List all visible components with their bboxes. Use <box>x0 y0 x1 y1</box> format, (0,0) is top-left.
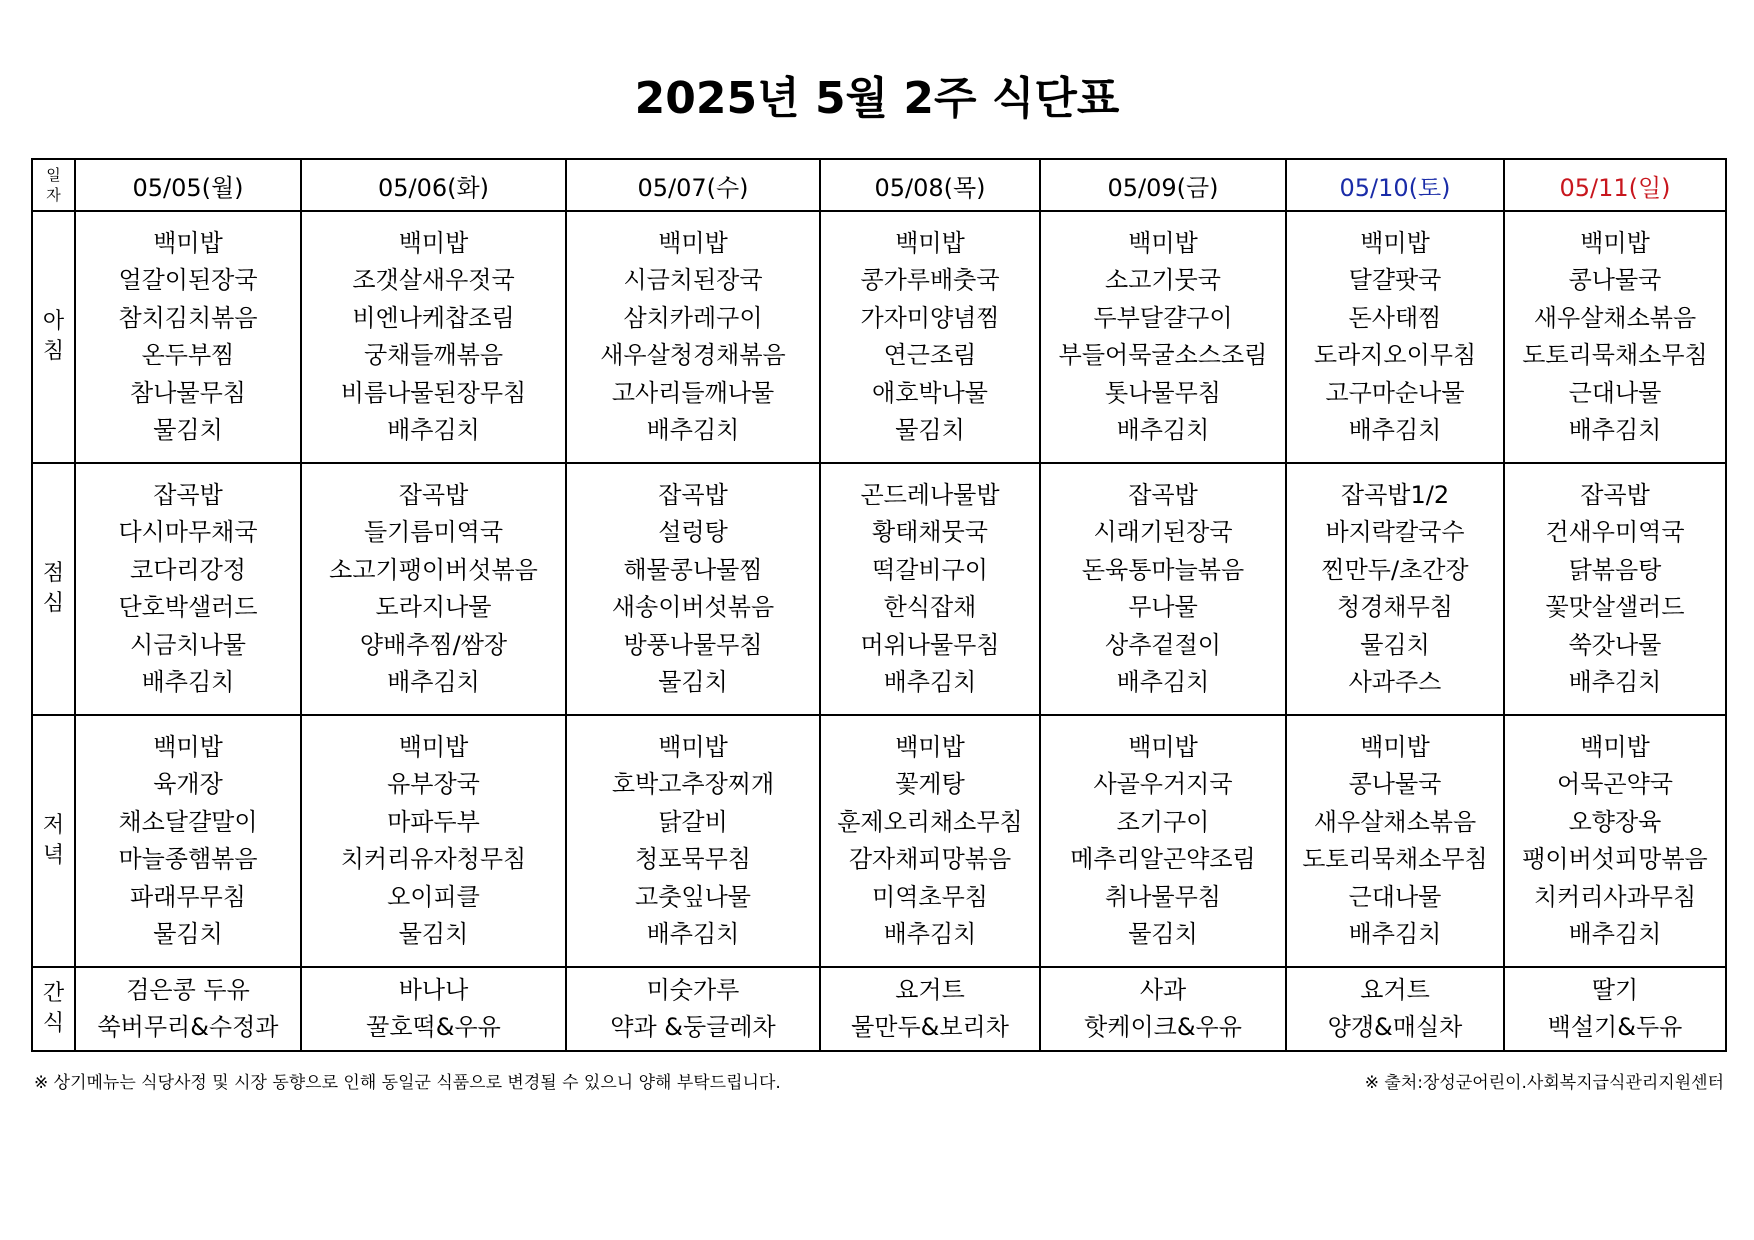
dinner-cell <box>1286 715 1504 967</box>
menu-item: 사골우거지국 <box>1093 770 1233 798</box>
snack-label: 간식 <box>42 981 65 1036</box>
snack-row <box>32 967 1726 1051</box>
menu-item: 배추김치 <box>883 920 977 948</box>
menu-item: 배추김치 <box>646 920 740 948</box>
menu-item: 배추김치 <box>387 416 480 444</box>
dinner-label: 저녁 <box>42 813 65 868</box>
lunch-cell <box>1286 463 1504 715</box>
menu-item: 채소달걀말이 <box>118 807 258 836</box>
breakfast-cell <box>301 211 566 463</box>
dinner-item-list <box>1041 729 1285 954</box>
menu-item: 비엔나케찹조림 <box>352 303 515 332</box>
menu-item: 꿀호떡&우유 <box>366 1013 501 1041</box>
menu-item: 물김치 <box>398 920 469 948</box>
snack-item-list <box>1287 972 1503 1047</box>
menu-item: 물김치 <box>895 416 965 444</box>
menu-item: 소고기뭇국 <box>1105 266 1221 294</box>
menu-item: 물김치 <box>1128 920 1198 948</box>
dinner-item-list <box>567 729 819 954</box>
menu-item: 취나물무침 <box>1105 882 1221 911</box>
menu-item: 무나물 <box>1128 593 1198 621</box>
menu-item: 청경채무침 <box>1337 593 1453 621</box>
menu-item: 육개장 <box>153 770 223 798</box>
menu-item: 도토리묵채소무침 <box>1302 845 1488 873</box>
menu-item: 호박고추장찌개 <box>611 770 775 798</box>
menu-item: 시래기된장국 <box>1093 518 1233 546</box>
lunch-cell <box>75 463 301 715</box>
menu-item: 요거트 <box>1360 975 1430 1004</box>
menu-item: 머위나물무침 <box>860 630 1000 659</box>
lunch-cell <box>820 463 1040 715</box>
menu-item: 백미밥 <box>1128 228 1198 257</box>
menu-item: 건새우미역국 <box>1545 518 1685 546</box>
menu-item: 배추김치 <box>1568 920 1662 948</box>
breakfast-cell <box>1040 211 1286 463</box>
dinner-item-list <box>76 729 300 954</box>
menu-item: 훈제오리채소무침 <box>837 807 1023 836</box>
lunch-cell <box>1504 463 1726 715</box>
menu-item: 부들어묵굴소스조림 <box>1058 341 1268 369</box>
menu-item: 배추김치 <box>1348 920 1442 948</box>
menu-item: 양배추찜/쌈장 <box>359 630 508 659</box>
breakfast-cell <box>566 211 820 463</box>
dinner-item-list <box>1505 729 1725 954</box>
dinner-cell <box>75 715 301 967</box>
menu-item: 고춧잎나물 <box>635 882 751 911</box>
menu-item: 사과주스 <box>1348 668 1442 696</box>
dinner-row <box>32 715 1726 967</box>
lunch-item-list <box>302 477 565 702</box>
menu-item: 배추김치 <box>1348 416 1442 444</box>
menu-item: 마늘종햄볶음 <box>118 845 258 873</box>
lunch-label: 점심 <box>42 561 65 616</box>
menu-item: 들기름미역국 <box>363 518 504 546</box>
dinner-cell <box>1504 715 1726 967</box>
menu-item: 백미밥 <box>398 228 469 257</box>
date-label-cell <box>32 159 75 211</box>
menu-item: 설렁탕 <box>658 518 728 546</box>
menu-item: 고사리들깨나물 <box>611 378 775 407</box>
dinner-cell <box>1040 715 1286 967</box>
menu-item: 바나나 <box>398 975 469 1004</box>
menu-item: 꽃게탕 <box>895 770 965 798</box>
menu-item: 달걀팟국 <box>1348 266 1442 294</box>
date-header-sat: 05/10(토) <box>1286 159 1504 211</box>
menu-item: 닭갈비 <box>658 807 728 836</box>
menu-item: 다시마무채국 <box>118 518 258 546</box>
lunch-row <box>32 463 1726 715</box>
menu-item: 삼치카레구이 <box>623 303 763 332</box>
snack-cell <box>820 967 1040 1051</box>
menu-item: 돈육통마늘볶음 <box>1081 555 1245 584</box>
menu-item: 사과 <box>1139 975 1187 1004</box>
menu-item: 배추김치 <box>883 668 977 696</box>
menu-item: 떡갈비구이 <box>872 555 988 584</box>
breakfast-item-list <box>1287 225 1503 450</box>
breakfast-cell <box>820 211 1040 463</box>
snack-item-list <box>1505 972 1725 1047</box>
menu-item: 황태채뭇국 <box>872 518 988 546</box>
breakfast-item-list <box>567 225 819 450</box>
snack-cell <box>566 967 820 1051</box>
menu-item: 콩나물국 <box>1348 770 1442 798</box>
menu-item: 잡곡밥1/2 <box>1340 480 1450 509</box>
snack-cell <box>1286 967 1504 1051</box>
menu-item: 도라지오이무침 <box>1313 341 1477 369</box>
breakfast-cell <box>1504 211 1726 463</box>
menu-item: 요거트 <box>895 975 965 1004</box>
menu-item: 오이피클 <box>387 882 480 911</box>
breakfast-row <box>32 211 1726 463</box>
menu-item: 고구마순나물 <box>1325 378 1465 407</box>
menu-item: 양갱&매실차 <box>1327 1013 1463 1041</box>
menu-item: 해물콩나물찜 <box>623 555 763 584</box>
menu-item: 궁채들깨볶음 <box>363 341 504 369</box>
breakfast-label: 아침 <box>42 309 65 364</box>
menu-item: 백미밥 <box>658 228 728 257</box>
lunch-label-cell <box>32 463 75 715</box>
breakfast-item-list <box>1041 225 1285 450</box>
menu-item: 새우살채소볶음 <box>1313 807 1477 836</box>
snack-label-cell <box>32 967 75 1051</box>
menu-item: 치커리유자청무침 <box>340 845 527 873</box>
menu-item: 감자채피망볶음 <box>848 845 1012 873</box>
lunch-item-list <box>821 477 1039 702</box>
breakfast-label-cell <box>32 211 75 463</box>
snack-cell <box>75 967 301 1051</box>
date-header-row <box>32 159 1726 211</box>
menu-item: 배추김치 <box>387 668 480 696</box>
menu-item: 꽃맛살샐러드 <box>1545 593 1685 621</box>
snack-cell <box>1040 967 1286 1051</box>
menu-item: 배추김치 <box>1116 668 1210 696</box>
menu-item: 방풍나물무침 <box>623 630 763 659</box>
lunch-item-list <box>1505 477 1725 702</box>
date-header-tue: 05/06(화) <box>301 159 566 211</box>
menu-item: 참나물무침 <box>130 378 246 407</box>
menu-item: 참치김치볶음 <box>118 303 258 332</box>
snack-cell <box>301 967 566 1051</box>
snack-item-list <box>76 972 300 1047</box>
footer-notice: ※ 상기메뉴는 식당사정 및 시장 동향으로 인해 동일군 식품으로 변경될 수 있으니 양해 부탁드립니다. <box>34 1073 781 1093</box>
menu-item: 도라지나물 <box>375 593 492 621</box>
dinner-label-cell <box>32 715 75 967</box>
lunch-item-list <box>1041 477 1285 702</box>
menu-item: 오향장육 <box>1568 807 1662 836</box>
menu-item: 백미밥 <box>895 732 965 761</box>
menu-item: 가자미양념찜 <box>860 303 1000 332</box>
menu-item: 백미밥 <box>1360 732 1430 761</box>
snack-item-list <box>821 972 1039 1047</box>
menu-item: 잡곡밥 <box>658 480 728 509</box>
menu-item: 비름나물된장무침 <box>340 378 527 407</box>
menu-item: 톳나물무침 <box>1105 378 1221 407</box>
menu-item: 물김치 <box>153 920 223 948</box>
menu-item: 백미밥 <box>1580 732 1650 761</box>
menu-item: 콩가루배춧국 <box>860 266 1000 294</box>
date-header-wed: 05/07(수) <box>566 159 820 211</box>
menu-item: 단호박샐러드 <box>118 593 258 621</box>
snack-item-list <box>302 972 565 1047</box>
menu-item: 조기구이 <box>1116 807 1210 836</box>
date-header-thu: 05/08(목) <box>820 159 1040 211</box>
menu-item: 물김치 <box>1360 630 1430 659</box>
menu-item: 백미밥 <box>153 732 223 761</box>
date-header-fri: 05/09(금) <box>1040 159 1286 211</box>
dinner-item-list <box>302 729 565 954</box>
menu-item: 한식잡채 <box>883 593 977 621</box>
menu-item: 파래무무침 <box>130 882 246 911</box>
menu-item: 근대나물 <box>1348 882 1442 911</box>
menu-item: 조갯살새우젓국 <box>352 266 515 294</box>
menu-item: 시금치나물 <box>130 630 246 659</box>
menu-item: 쑥갓나물 <box>1568 630 1662 659</box>
menu-item: 소고기팽이버섯볶음 <box>329 555 538 584</box>
menu-item: 얼갈이된장국 <box>118 266 258 294</box>
menu-item: 잡곡밥 <box>1128 480 1198 509</box>
breakfast-item-list <box>821 225 1039 450</box>
menu-item: 백미밥 <box>1580 228 1650 257</box>
lunch-item-list <box>76 477 300 702</box>
menu-item: 도토리묵채소무침 <box>1522 341 1708 369</box>
menu-item: 물만두&보리차 <box>851 1013 1009 1041</box>
menu-item: 연근조림 <box>883 341 977 369</box>
menu-item: 배추김치 <box>1568 416 1662 444</box>
breakfast-cell <box>75 211 301 463</box>
lunch-item-list <box>567 477 819 702</box>
menu-item: 미숫가루 <box>646 975 740 1004</box>
breakfast-cell <box>1286 211 1504 463</box>
menu-item: 두부달걀구이 <box>1093 303 1233 332</box>
menu-item: 청포묵무침 <box>635 845 751 873</box>
menu-item: 백설기&두유 <box>1547 1013 1683 1041</box>
breakfast-item-list <box>302 225 565 450</box>
menu-item: 잡곡밥 <box>153 480 223 509</box>
lunch-cell <box>1040 463 1286 715</box>
menu-item: 유부장국 <box>387 770 480 798</box>
dinner-cell <box>301 715 566 967</box>
menu-item: 검은콩 두유 <box>126 975 250 1004</box>
menu-item: 약과 &둥글레차 <box>610 1013 776 1041</box>
menu-item: 치커리사과무침 <box>1533 882 1697 911</box>
menu-item: 백미밥 <box>895 228 965 257</box>
dinner-cell <box>566 715 820 967</box>
menu-item: 딸기 <box>1591 975 1639 1004</box>
menu-item: 상추겉절이 <box>1105 630 1221 659</box>
dinner-cell <box>820 715 1040 967</box>
lunch-item-list <box>1287 477 1503 702</box>
menu-item: 미역초무침 <box>872 882 988 911</box>
menu-item: 백미밥 <box>658 732 728 761</box>
menu-item: 애호박나물 <box>872 378 988 407</box>
menu-item: 온두부찜 <box>141 341 235 369</box>
menu-item: 메추리알곤약조림 <box>1070 845 1256 873</box>
lunch-cell <box>301 463 566 715</box>
menu-item: 돈사태찜 <box>1348 303 1442 332</box>
menu-item: 시금치된장국 <box>623 266 763 294</box>
menu-item: 팽이버섯피망볶음 <box>1522 845 1708 873</box>
menu-item: 찐만두/초간장 <box>1321 555 1469 584</box>
menu-item: 새송이버섯볶음 <box>611 593 775 621</box>
menu-item: 코다리강정 <box>130 555 246 584</box>
menu-item: 배추김치 <box>1568 668 1662 696</box>
breakfast-item-list <box>1505 225 1725 450</box>
menu-item: 백미밥 <box>1360 228 1430 257</box>
menu-item: 새우살청경채볶음 <box>600 341 786 369</box>
menu-item: 닭볶음탕 <box>1568 555 1662 584</box>
menu-item: 백미밥 <box>153 228 223 257</box>
menu-item: 핫케이크&우유 <box>1084 1013 1242 1041</box>
footer-source: ※ 출처:장성군어린이.사회복지급식관리지원센터 <box>1364 1073 1724 1093</box>
dinner-item-list <box>1287 729 1503 954</box>
menu-item: 물김치 <box>153 416 223 444</box>
menu-item: 어묵곤약국 <box>1557 770 1673 798</box>
menu-item: 잡곡밥 <box>398 480 469 509</box>
menu-item: 백미밥 <box>1128 732 1198 761</box>
date-header-sun: 05/11(일) <box>1504 159 1726 211</box>
menu-item: 물김치 <box>658 668 728 696</box>
menu-item: 새우살채소볶음 <box>1533 303 1697 332</box>
snack-item-list <box>1041 972 1285 1047</box>
menu-item: 곤드레나물밥 <box>860 480 1000 509</box>
menu-item: 배추김치 <box>1116 416 1210 444</box>
menu-item: 잡곡밥 <box>1580 480 1650 509</box>
menu-item: 배추김치 <box>141 668 235 696</box>
snack-item-list <box>567 972 819 1047</box>
menu-item: 쑥버무리&수정과 <box>97 1013 279 1041</box>
snack-cell <box>1504 967 1726 1051</box>
menu-item: 마파두부 <box>387 807 480 836</box>
menu-item: 콩나물국 <box>1568 266 1662 294</box>
menu-item: 배추김치 <box>646 416 740 444</box>
date-header-mon: 05/05(월) <box>75 159 301 211</box>
meal-plan-table <box>31 158 1727 1052</box>
menu-item: 바지락칼국수 <box>1325 518 1465 546</box>
page-title: 2025년 5월 2주 식단표 <box>634 73 1120 124</box>
menu-item: 백미밥 <box>398 732 469 761</box>
menu-item: 근대나물 <box>1568 378 1662 407</box>
lunch-cell <box>566 463 820 715</box>
breakfast-item-list <box>76 225 300 450</box>
date-label: 일자 <box>46 165 61 204</box>
dinner-item-list <box>821 729 1039 954</box>
